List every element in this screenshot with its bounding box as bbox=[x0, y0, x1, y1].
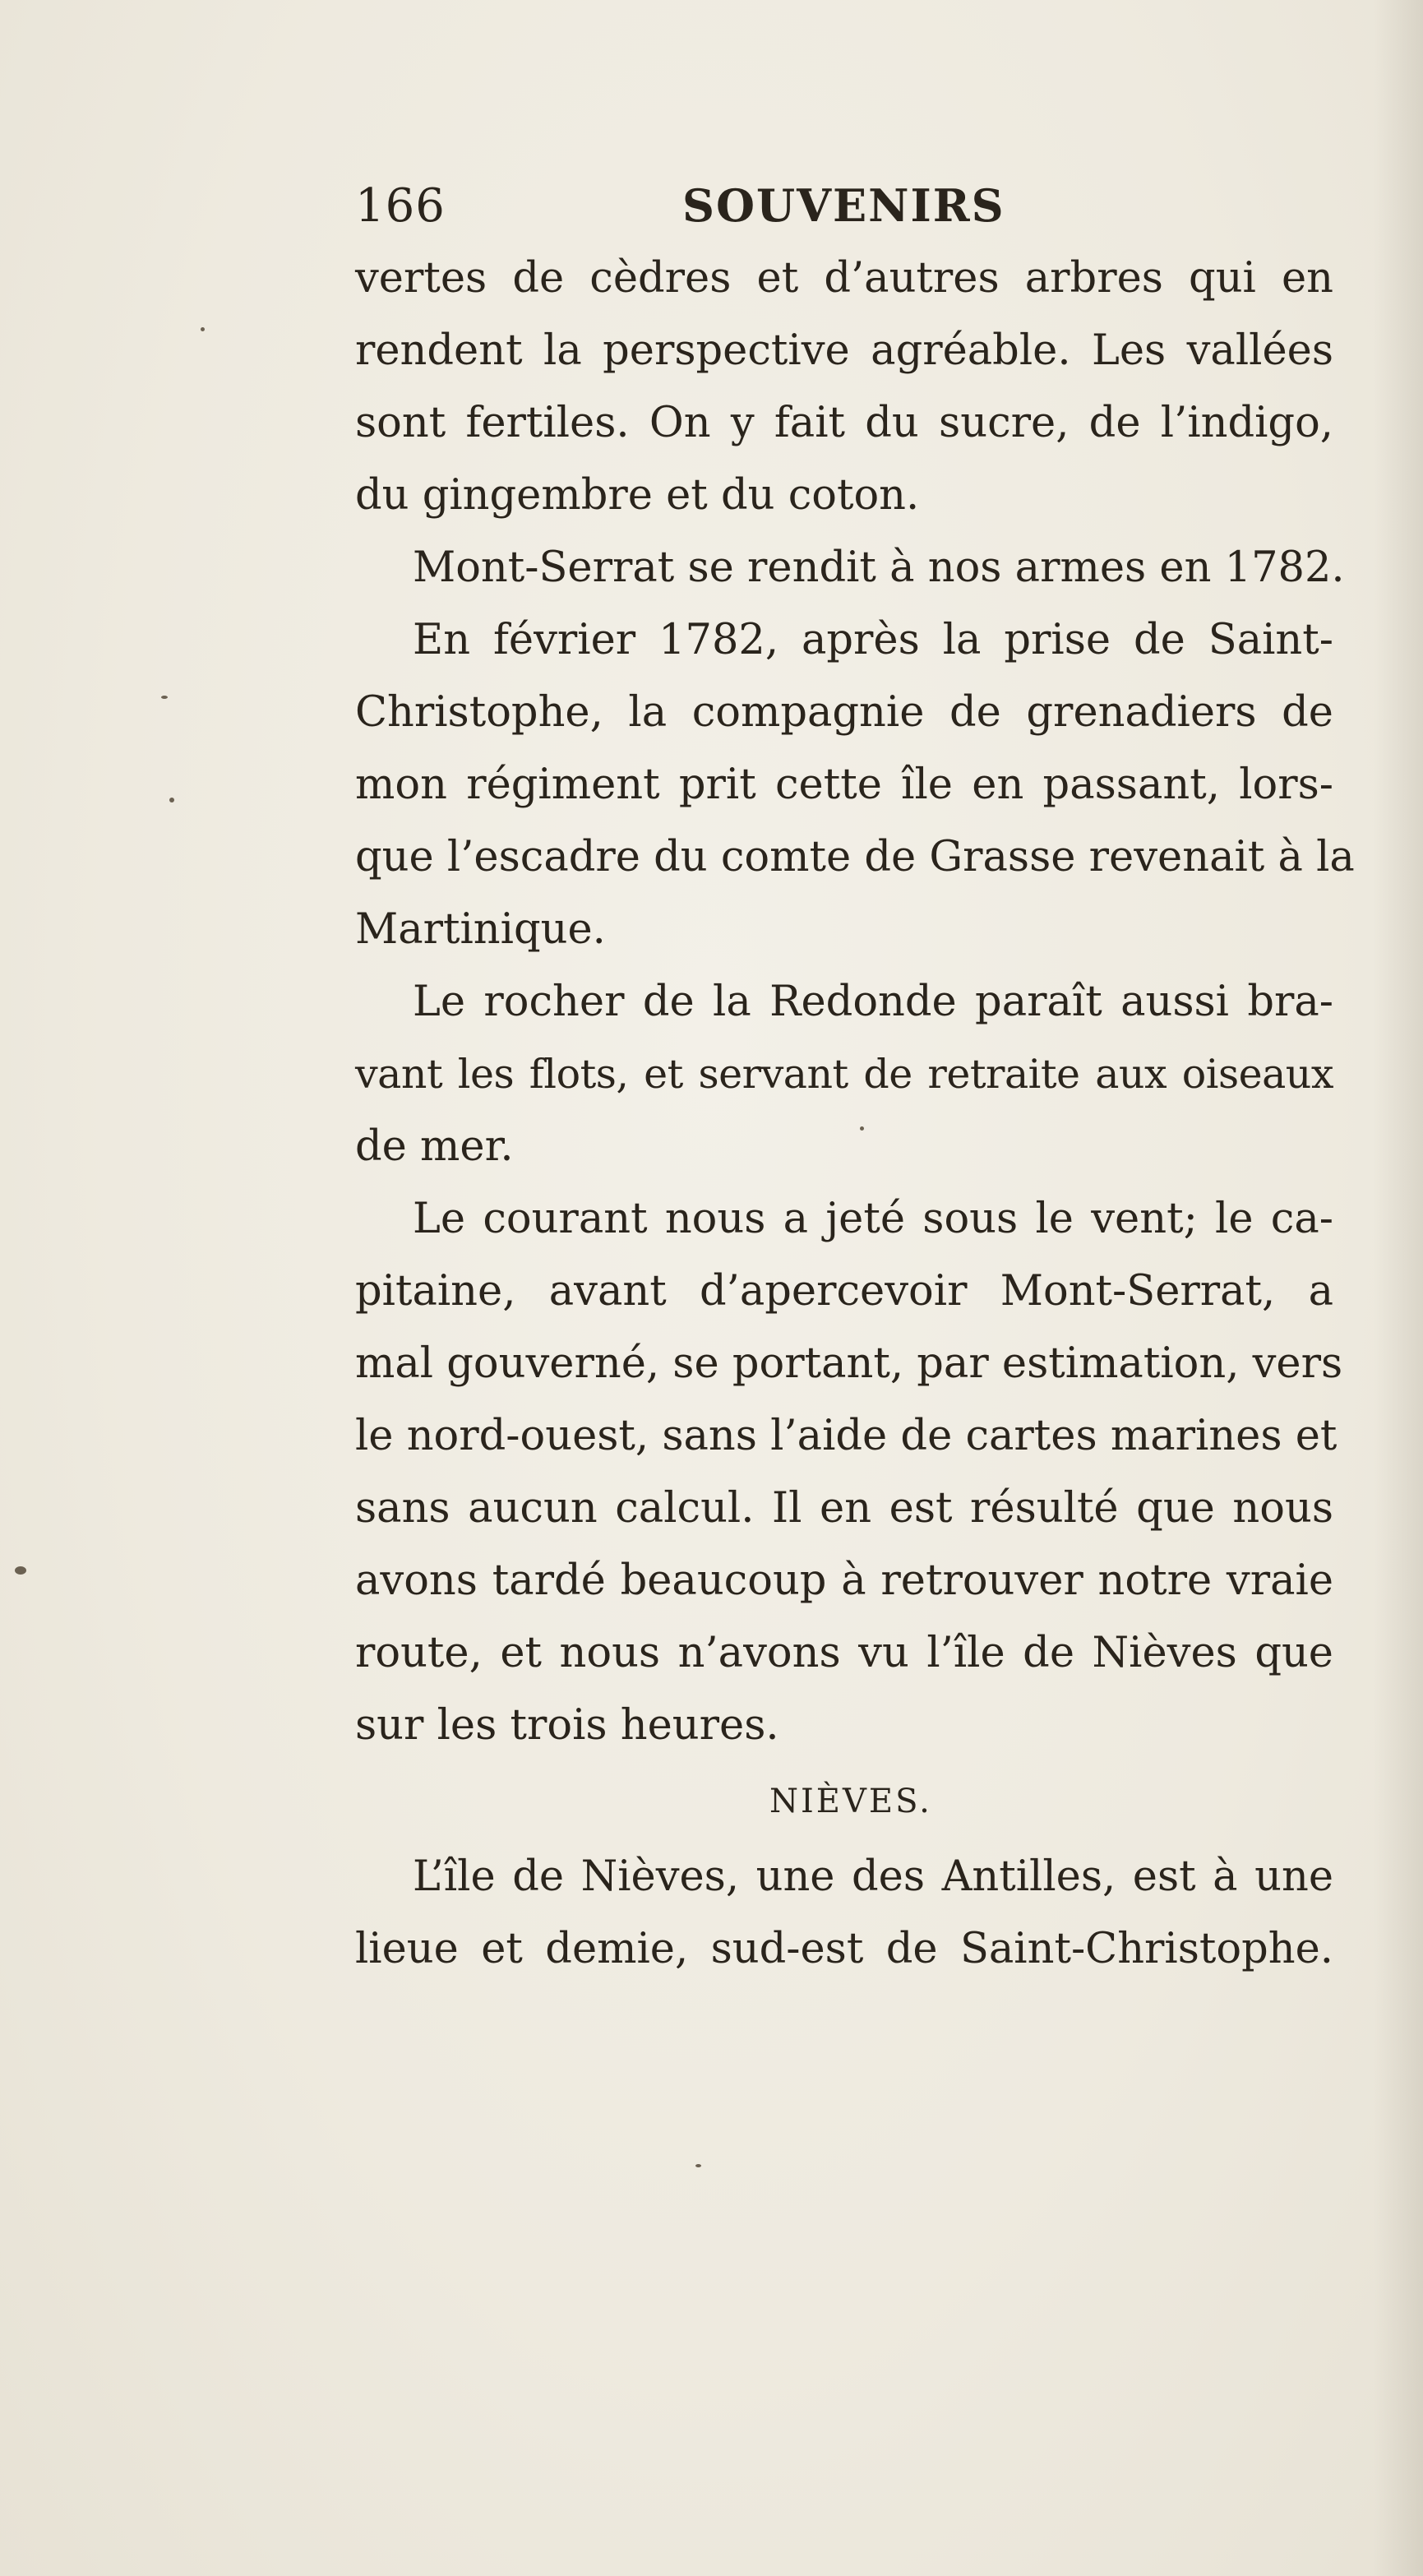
text-line: sont fertiles. On y fait du sucre, de l’indigo, bbox=[355, 399, 1333, 447]
text-line: le nord-ouest, sans l’aide de cartes marines et bbox=[355, 1412, 1338, 1460]
text-line: Le courant nous a jeté sous le vent; le ca- bbox=[413, 1195, 1333, 1243]
text-line: Le rocher de la Redonde paraît aussi bra- bbox=[413, 978, 1333, 1026]
section-heading: NIÈVES. bbox=[769, 1783, 932, 1820]
text-line: lieue et demie, sud-est de Saint-Christophe. bbox=[355, 1925, 1333, 1973]
text-line: pitaine, avant d’apercevoir Mont-Serrat, a bbox=[355, 1267, 1333, 1316]
ink-speck bbox=[161, 696, 168, 699]
page-number: 166 bbox=[355, 179, 446, 233]
text-line: vant les flots, et servant de retraite aux oiseaux bbox=[355, 1051, 1333, 1098]
text-block bbox=[355, 173, 1355, 1986]
ink-speck bbox=[15, 1566, 26, 1575]
text-line: vertes de cèdres et d’autres arbres qui en bbox=[355, 254, 1333, 303]
text-line: du gingembre et du coton. bbox=[355, 471, 920, 520]
page-header bbox=[355, 173, 1333, 243]
text-line: sans aucun calcul. Il en est résulté que nous bbox=[355, 1484, 1333, 1533]
text-line: Martinique. bbox=[355, 905, 606, 954]
ink-speck bbox=[201, 327, 205, 331]
text-line: L’île de Nièves, une des Antilles, est à une bbox=[413, 1852, 1333, 1901]
text-line: Mont-Serrat se rendit à nos armes en 1782. bbox=[413, 543, 1345, 592]
text-line: sur les trois heures. bbox=[355, 1701, 779, 1750]
text-line: de mer. bbox=[355, 1122, 514, 1171]
text-line: En février 1782, après la prise de Saint- bbox=[413, 616, 1333, 664]
text-line: rendent la perspective agréable. Les vallées bbox=[355, 326, 1333, 375]
text-line: route, et nous n’avons vu l’île de Nièves que bbox=[355, 1629, 1333, 1677]
ink-speck bbox=[169, 798, 174, 802]
text-line: Christophe, la compagnie de grenadiers de bbox=[355, 688, 1333, 737]
text-line: mon régiment prit cette île en passant, lors- bbox=[355, 761, 1333, 809]
text-line: avons tardé beaucoup à retrouver notre vraie bbox=[355, 1556, 1333, 1605]
page-edge-shadow bbox=[1374, 0, 1423, 2576]
text-line: mal gouverné, se portant, par estimation, vers bbox=[355, 1339, 1343, 1388]
running-head: SOUVENIRS bbox=[682, 179, 1005, 232]
ink-speck bbox=[695, 2164, 701, 2167]
text-line: que l’escadre du comte de Grasse revenait à la bbox=[355, 833, 1355, 881]
